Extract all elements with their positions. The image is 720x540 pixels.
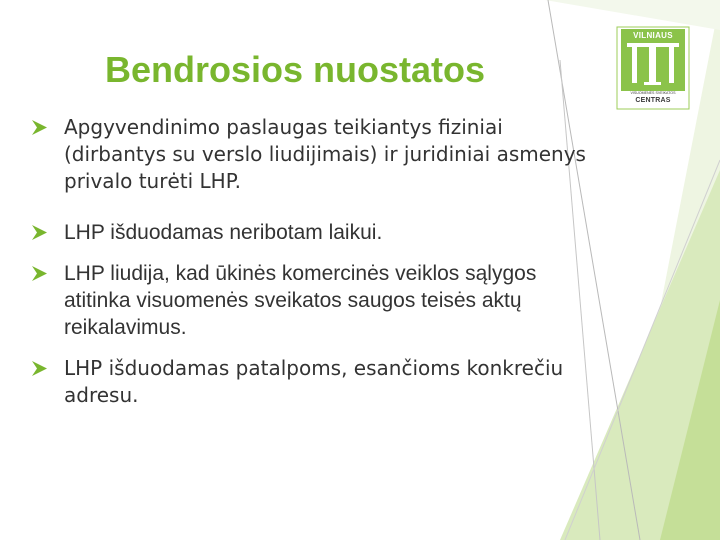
bullet-text: LHP liudija, kad ūkinės komercinės veiklos sąlygos atitinka visuomenės sveikatos saugos teisės aktų reikalavimus. — [64, 262, 537, 339]
bullet-text: Apgyvendinimo paslaugas teikiantys fiziniai (dirbantys su verslo liudijimais) ir juridiniai asmenys privalo turėti LHP. — [64, 115, 586, 193]
bullet-item — [30, 114, 590, 195]
diamond-arrow-icon — [32, 361, 47, 376]
logo-bottom-text: CENTRAS — [635, 97, 671, 104]
logo — [616, 26, 690, 110]
bullet-item — [30, 260, 590, 341]
diamond-arrow-icon — [32, 120, 47, 135]
logo-sub-text: VISUOMENĖS SVEIKATOS — [630, 91, 676, 95]
bullet-item — [30, 355, 590, 409]
logo-top-text: VILNIAUS — [633, 31, 673, 40]
diamond-arrow-icon — [32, 225, 47, 240]
bullet-text: LHP išduodamas patalpoms, esančioms konkrečiu adresu. — [64, 356, 564, 407]
bullet-item — [30, 219, 590, 246]
diamond-arrow-icon — [32, 266, 47, 281]
slide-title: Bendrosios nuostatos — [104, 49, 486, 90]
bullet-text: LHP išduodamas neribotam laikui. — [64, 221, 383, 244]
bullet-list — [30, 114, 590, 409]
